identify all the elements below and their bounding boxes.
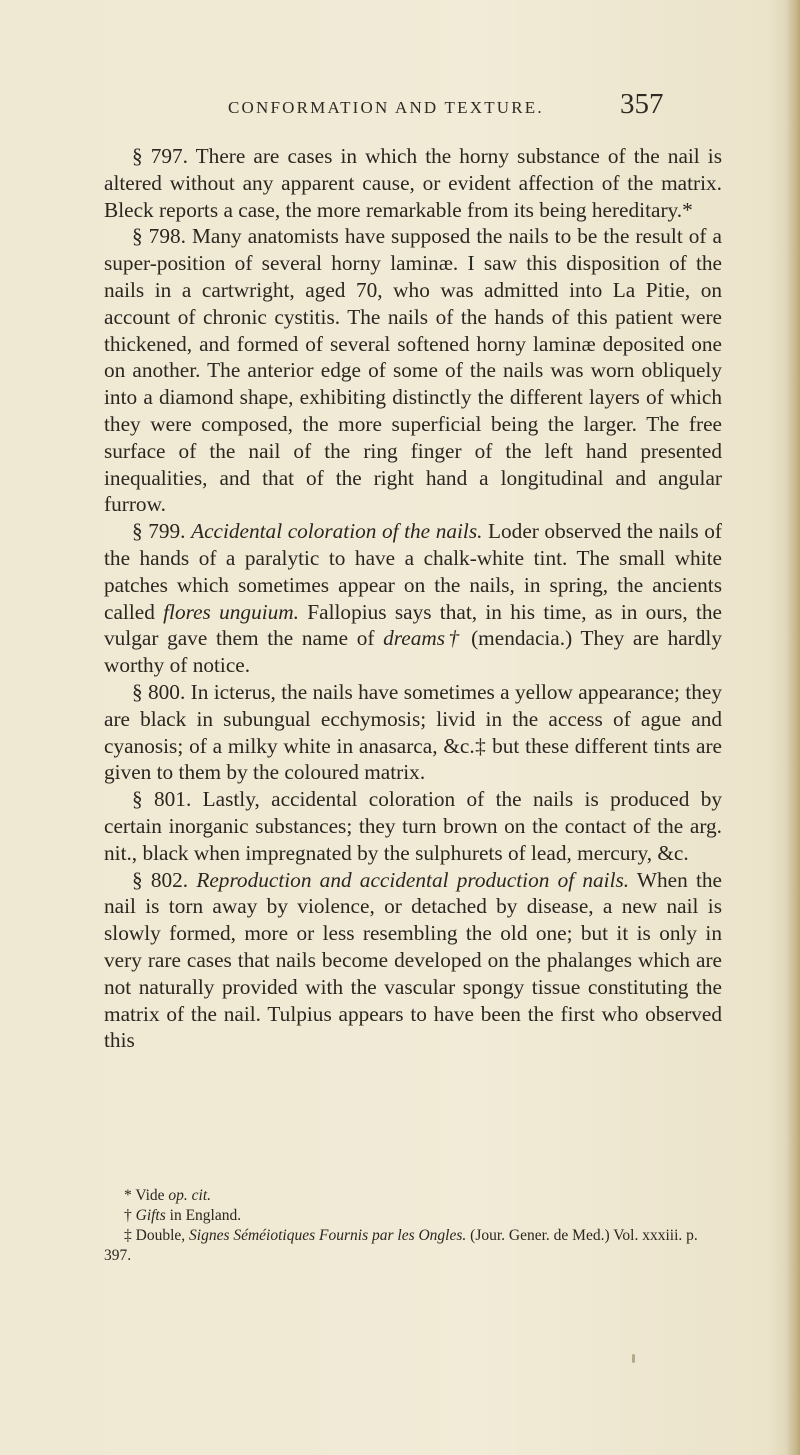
running-head: CONFORMATION AND TEXTURE.	[228, 98, 544, 117]
term-flores-unguium: flores unguium.	[163, 599, 299, 624]
body-text	[104, 143, 722, 1054]
paragraph-798-text: § 798. Many anatomists have supposed the nails to be the result of a super-position of several horny laminæ. I saw this disposition of the nails in a cartwright, aged 70, who was admitted into La Pitie, on account of chronic cystitis. The nails of the hands of this patient were thickened, and formed of several softened horny laminæ deposited one on another. The anterior edge of some of the nails was worn obliquely into a diamond shape, exhibiting distinctly the different layers of which they were composed, the more superficial being the larger. The free surface of the nail of the ring finger of the left hand presented inequalities, and that of the right hand a longitudinal and angular furrow.	[104, 224, 722, 517]
paragraph-801-text: § 801. Lastly, accidental coloration of the nails is produced by certain inorganic substances; they turn brown on the contact of the arg. nit., black when impregnated by the sulphurets of lead, mercury, &c.	[104, 787, 722, 865]
paragraph-802-number: § 802.	[132, 867, 197, 892]
footnote-3-text-2: (Jour. Gener. de Med.) Vol. xxxiii. p. 397.	[104, 1227, 698, 1264]
footnote-3-italic: Signes Séméiotiques Fournis par les Ongles.	[189, 1227, 467, 1244]
paragraph-800	[104, 679, 722, 786]
footnote-2-italic: Gifts	[135, 1207, 166, 1224]
paragraph-799-number: § 799.	[132, 519, 192, 544]
footnote-3	[104, 1226, 724, 1266]
term-dreams: dreams†	[383, 626, 463, 651]
paragraph-801	[104, 786, 722, 866]
paragraph-799-text-3: (mendacia.) They are hardly worthy of notice.	[104, 626, 722, 678]
paragraph-800-text: § 800. In icterus, the nails have sometimes a yellow appearance; they are black in subungual ecchymosis; livid in the access of ague and cyanosis; of a milky white in anasarca, &c.‡ but these different tints are given to them by the coloured matrix.	[104, 679, 722, 785]
paragraph-797	[104, 143, 722, 223]
page-number: 357	[620, 88, 664, 120]
paragraph-798	[104, 223, 722, 518]
footnote-1	[104, 1186, 724, 1206]
paragraph-802-text: When the nail is torn away by violence, or detached by disease, a new nail is slowly formed, more or less resembling the old one; but it is only in very rare cases that nails become developed on the phalanges which are not naturally provided with the vascular spongy tissue constituting the matrix of the nail. Tulpius appears to have been the first who observed this	[104, 867, 722, 1053]
section-heading-reproduction: Reproduction and accidental production of nails.	[196, 867, 630, 892]
paragraph-797-text: § 797. There are cases in which the horny substance of the nail is altered without any apparent cause, or evident affection of the matrix. Bleck reports a case, the more remarkable from its being hereditary.*	[104, 144, 722, 222]
footnote-2-marker: †	[124, 1207, 136, 1224]
footnote-2	[104, 1206, 724, 1226]
paper-speck	[632, 1354, 635, 1363]
paragraph-799-text-1: Loder observed the nails of the hands of a paralytic to have a chalk-white tint. The small white patches which sometimes appear on the nails, in spring, the ancients called	[104, 519, 722, 624]
footnotes	[104, 1186, 724, 1266]
footnote-2-text: in England.	[165, 1207, 242, 1224]
footnote-1-text: * Vide	[124, 1187, 169, 1204]
section-heading-coloration: Accidental coloration of the nails.	[191, 519, 483, 544]
footnote-1-italic: op. cit.	[168, 1187, 212, 1204]
paragraph-799	[104, 518, 722, 679]
page-edge-shadow	[786, 0, 800, 1455]
footnote-3-text-1: ‡ Double,	[124, 1227, 190, 1244]
paragraph-799-text-2: Fallopius says that, in his time, as in ours, the vulgar gave them the name of	[104, 599, 722, 651]
paragraph-802	[104, 867, 722, 1055]
